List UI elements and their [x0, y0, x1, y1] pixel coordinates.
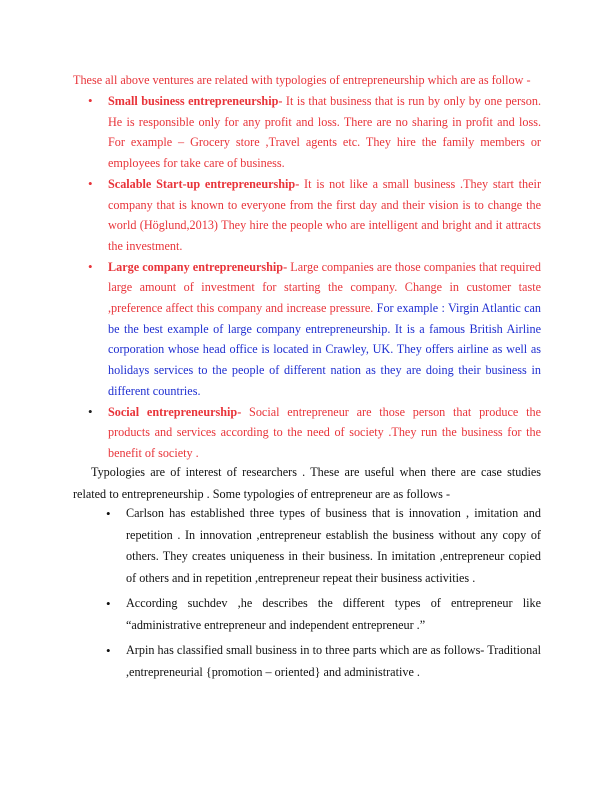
- item-term: Scalable Start-up entrepreneurship-: [108, 176, 300, 191]
- item-example-text: For example : Virgin Atlantic can be the best example of large company entrepreneurship. It is a famous British Airline corporation whose head office is located in Crawley, UK. They offers airline as well as holidays services to the people of different nation as they are doing their business in different countries.: [108, 301, 541, 398]
- item-text: Large companies are those companies that required large amount of investment for starting the company. Change in customer taste ,preference affect this company and increase pressure.: [108, 259, 542, 316]
- list-item: • Carlson has established three types of business that is innovation , imitation and repetition . In innovation ,entrepreneur establish the business without any copy of others. They creates uniqueness in their business. In imitation ,entrepreneur copied of others and in repetition ,entrepreneur repeat their business activities .: [73, 503, 541, 589]
- list-item: • Arpin has classified small business in to three parts which are as follows- Traditional ,entrepreneurial {promotion – oriented} and administrative .: [73, 640, 541, 683]
- typology-list: [73, 91, 541, 464]
- list-item: [73, 402, 541, 464]
- list-item: • According suchdev ,he describes the different types of entrepreneur like “administrative entrepreneur and independent entrepreneur .”: [73, 593, 541, 636]
- item-text: Social entrepreneur are those person that produce the products and services according to the need of society .They run the business for the benefit of society .: [108, 404, 541, 460]
- item-text: It is not like a small business .They start their company that is known to everyone from the first day and their vision is to change the world (Höglund,2013) They hire the people who are intelligent and bright and it attracts the investment.: [108, 176, 541, 253]
- body-paragraph: Typologies are of interest of researchers . These are useful when there are case studies related to entrepreneurship . Some typologies of entrepreneur are as follows -: [73, 465, 541, 501]
- item-term: Social entrepreneurship-: [108, 404, 242, 419]
- intro-text: These all above ventures are related with typologies of entrepreneurship which are as follow -: [73, 73, 531, 87]
- list-item: [73, 174, 541, 257]
- list-item: [73, 91, 541, 174]
- list-item: [73, 257, 541, 402]
- item-text: It is that business that is run by only by one person. He is responsible only for any profit and loss. There are no sharing in profit and loss. For example – Grocery store ,Travel agents etc. They hire the family members or employees for take care of business.: [108, 94, 542, 171]
- item-term: Large company entrepreneurship-: [108, 259, 288, 274]
- entrepreneur-typology-list: [73, 503, 541, 687]
- item-term: Small business entrepreneurship-: [108, 94, 283, 108]
